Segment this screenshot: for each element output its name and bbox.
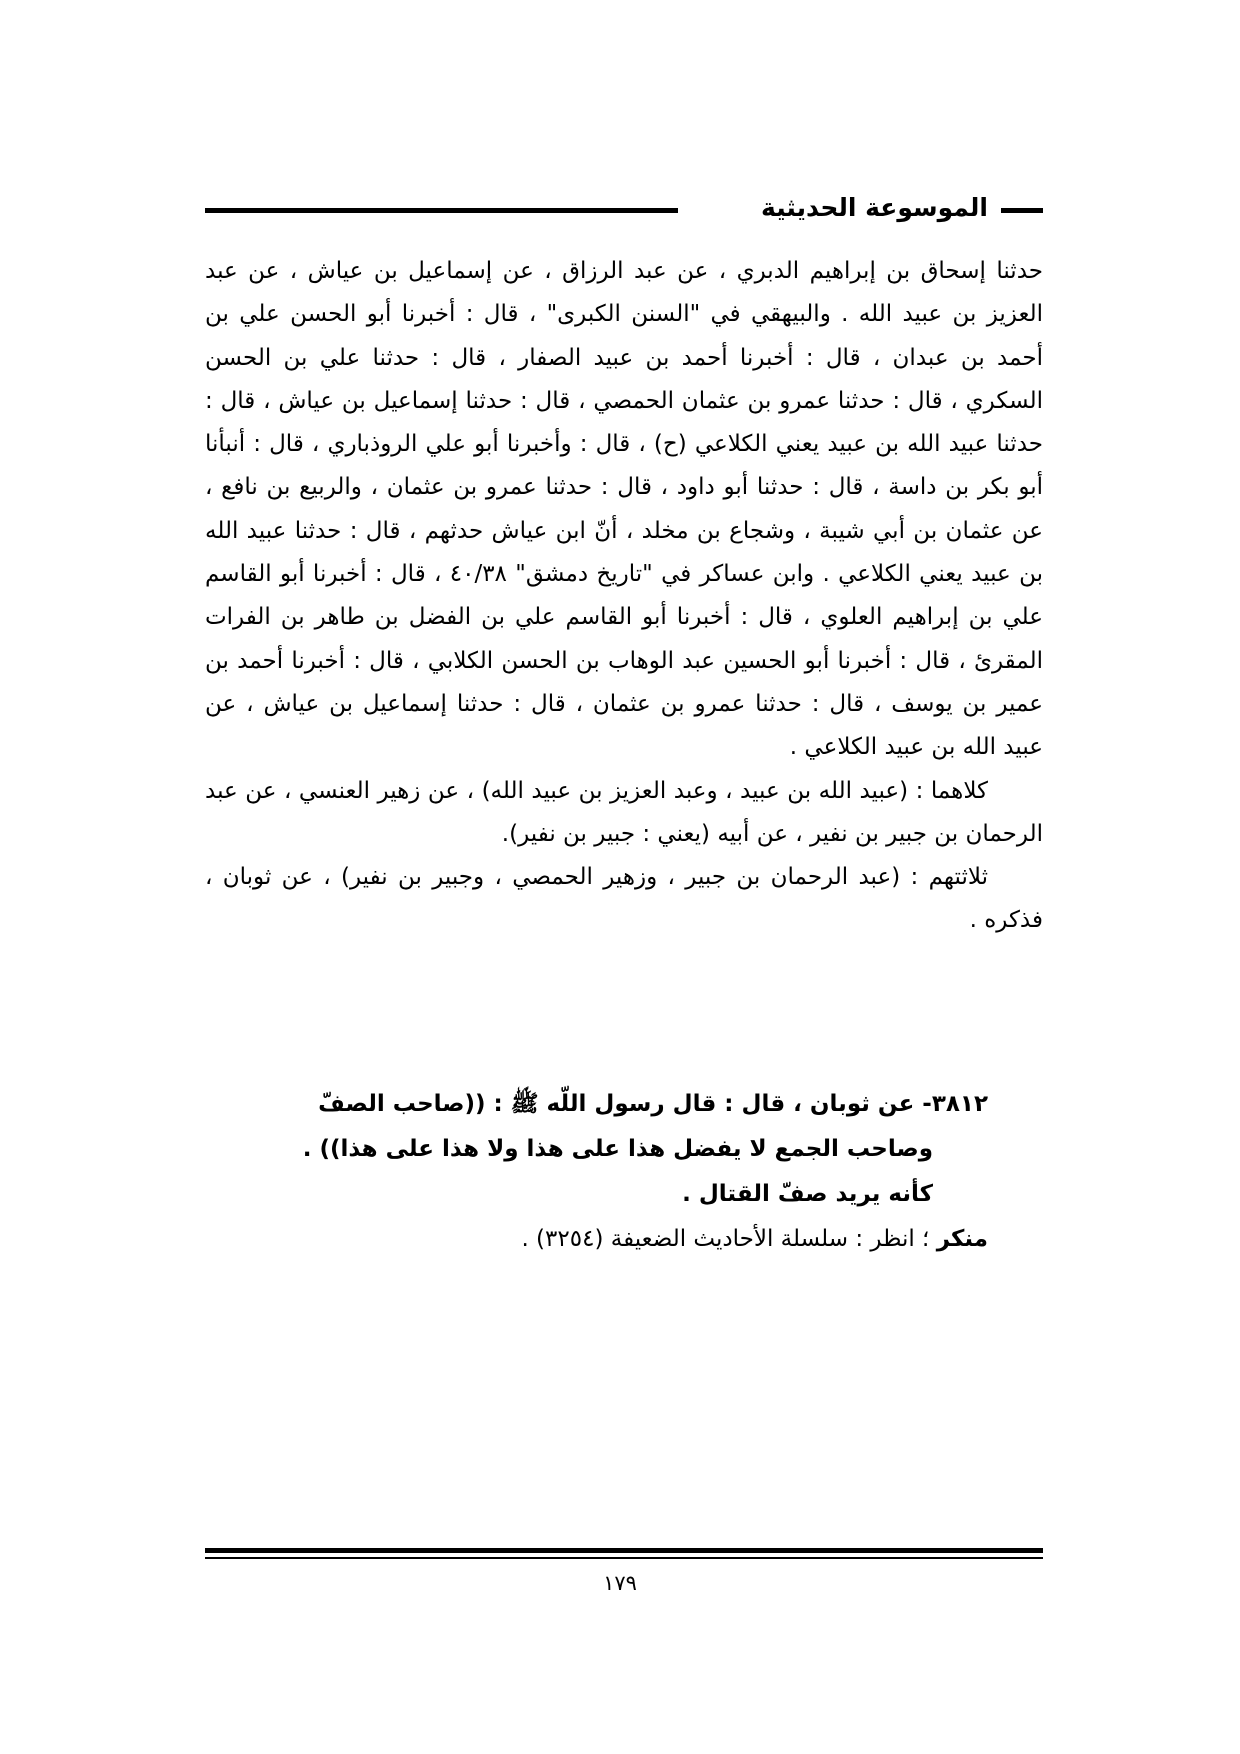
paragraph-three: ثلاثتهم : (عبد الرحمان بن جبير ، وزهير الحمصي ، وجبير بن نفير) ، عن ثوبان ، فذكره .	[205, 864, 1043, 934]
hadith-line-2: وصاحب الجمع لا يفضل هذا على هذا ولا هذا على هذا)) .	[302, 1136, 933, 1162]
hadith-line-1: ٣٨١٢- عن ثوبان ، قال : قال رسول اللّه ﷺ : ((صاحب الصفّ	[318, 1091, 988, 1117]
judgment-text: ؛ انظر : سلسلة الأحاديث الضعيفة (٣٢٥٤) .	[521, 1226, 930, 1252]
hadith-judgment	[205, 1217, 1043, 1262]
page-header	[205, 190, 1043, 230]
page-number: ١٧٩	[603, 1571, 637, 1595]
header-title: الموسوعة الحديثية	[761, 193, 988, 222]
paragraph-both: كلاهما : (عبيد الله بن عبيد ، وعبد العزيز بن عبيد الله) ، عن زهير العنسي ، عن عبد الرحمان بن جبير بن نفير ، عن أبيه (يعني : جبير بن نفير).	[205, 777, 1043, 847]
footer-rule-thin	[205, 1557, 1043, 1559]
hadith-block	[205, 1082, 1043, 1262]
body-text	[205, 250, 1043, 943]
judgment-label: منكر	[936, 1226, 988, 1252]
paragraph-isnad: حدثنا إسحاق بن إبراهيم الدبري ، عن عبد الرزاق ، عن إسماعيل بن عياش ، عن عبد العزيز بن عبيد الله . والبيهقي في "السنن الكبرى" ، قال : أخبرنا أبو الحسن علي بن أحمد بن عبدان ، قال : أخبرنا أحمد بن عبيد الصفار ، قال : حدثنا علي بن الحسن السكري ، قال : حدثنا عمرو بن عثمان الحمصي ، قال : حدثنا إسماعيل بن عياش ، قال : حدثنا عبيد الله بن عبيد يعني الكلاعي (ح) ، قال : وأخبرنا أبو علي الروذباري ، قال : أنبأنا أبو بكر بن داسة ، قال : حدثنا أبو داود ، قال : حدثنا عمرو بن عثمان ، والربيع بن نافع ، عن عثمان بن أبي شيبة ، وشجاع بن مخلد ، أنّ ابن عياش حدثهم ، قال : حدثنا عبيد الله بن عبيد يعني الكلاعي . وابن عساكر في "تاريخ دمشق" ٤٠/٣٨ ، قال : أخبرنا أبو القاسم علي بن إبراهيم العلوي ، قال : أخبرنا أبو القاسم علي بن الفضل بن طاهر بن الفرات المقرئ ، قال : أخبرنا أبو الحسين عبد الوهاب بن الحسن الكلابي ، قال : أخبرنا أحمد بن عمير بن يوسف ، قال : حدثنا عمرو بن عثمان ، قال : حدثنا إسماعيل بن عياش ، عن عبيد الله بن عبيد الكلاعي .	[205, 258, 1043, 761]
header-rule-left	[205, 208, 678, 213]
footer-rule-thick	[205, 1548, 1043, 1553]
hadith-text	[205, 1082, 1043, 1217]
header-rule-right	[1001, 208, 1043, 213]
hadith-line-3: كأنه يريد صفّ القتال .	[682, 1181, 933, 1207]
